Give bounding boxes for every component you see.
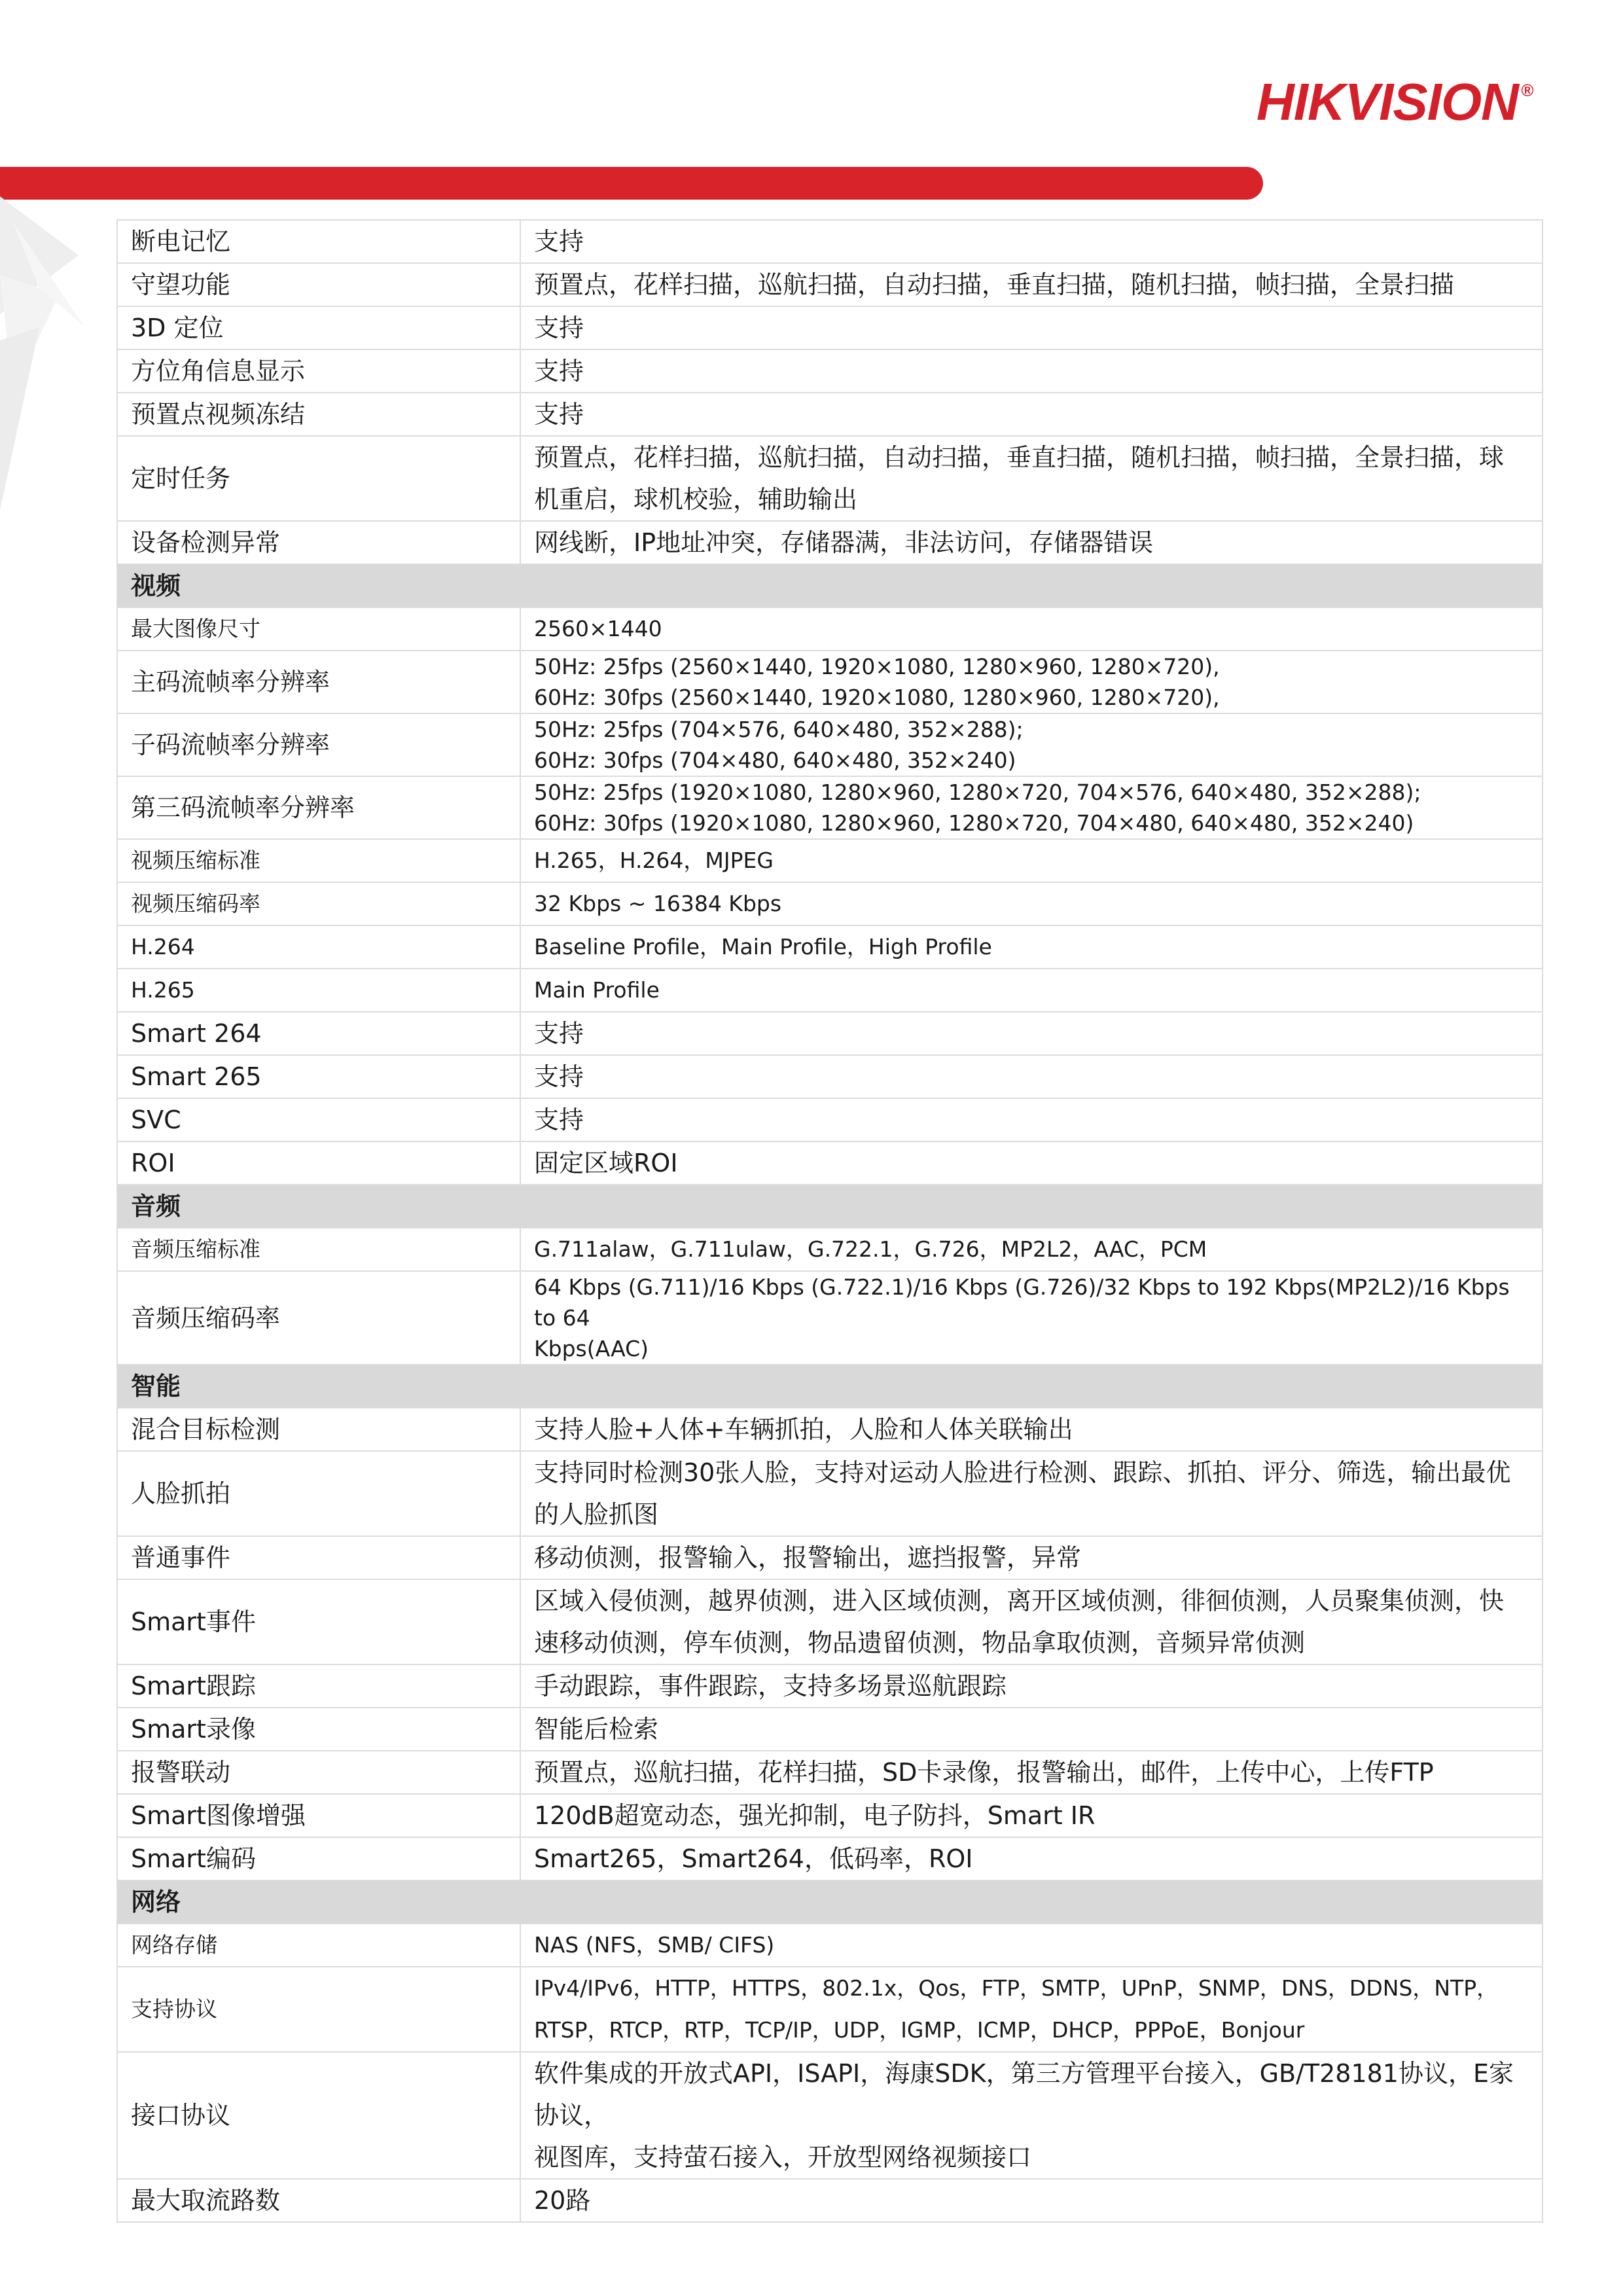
spec-value: 32 Kbps ~ 16384 Kbps [520, 882, 1543, 925]
spec-key: H.264 [117, 925, 520, 969]
spec-row [117, 220, 1543, 263]
spec-value: 移动侦测，报警输入，报警输出，遮挡报警，异常 [520, 1536, 1543, 1579]
spec-value: 固定区域ROI [520, 1141, 1543, 1185]
spec-value: 支持 [520, 1055, 1543, 1098]
spec-row [117, 436, 1543, 521]
spec-value: H.265，H.264，MJPEG [520, 839, 1543, 882]
decorative-triangles-icon [0, 196, 92, 537]
spec-key: 人脸抓拍 [117, 1451, 520, 1536]
spec-value: 支持 [520, 393, 1543, 436]
spec-value [520, 651, 1543, 713]
spec-key: 子码流帧率分辨率 [117, 713, 520, 776]
spec-row [117, 1924, 1543, 1967]
spec-key: 第三码流帧率分辨率 [117, 776, 520, 839]
spec-row [117, 839, 1543, 882]
spec-value: 支持人脸+人体+车辆抓拍，人脸和人体关联输出 [520, 1408, 1543, 1451]
spec-value: 支持 [520, 1012, 1543, 1055]
spec-row [117, 651, 1543, 713]
spec-row [117, 1751, 1543, 1794]
spec-value [520, 1967, 1543, 2052]
spec-key: Smart事件 [117, 1579, 520, 1664]
spec-value: 预置点，花样扫描，巡航扫描，自动扫描，垂直扫描，随机扫描，帧扫描，全景扫描 [520, 263, 1543, 306]
spec-value-line: 预置点，花样扫描，巡航扫描，自动扫描，垂直扫描，随机扫描，帧扫描，全景扫描，球 [534, 443, 1505, 472]
spec-key: SVC [117, 1098, 520, 1141]
spec-key: 最大取流路数 [117, 2179, 520, 2222]
spec-row [117, 1055, 1543, 1098]
spec-row [117, 1408, 1543, 1451]
spec-key: 支持协议 [117, 1967, 520, 2052]
spec-value: NAS (NFS，SMB/ CIFS) [520, 1924, 1543, 1967]
spec-key: 报警联动 [117, 1751, 520, 1794]
spec-value: 20路 [520, 2179, 1543, 2222]
spec-key: Smart 265 [117, 1055, 520, 1098]
spec-value-line: 支持同时检测30张人脸，支持对运动人脸进行检测、跟踪、抓拍、评分、筛选，输出最优 [534, 1458, 1511, 1487]
spec-value-line: 机重启，球机校验，辅助输出 [534, 485, 858, 514]
spec-row [117, 925, 1543, 969]
spec-key: 普通事件 [117, 1536, 520, 1579]
spec-key: 音频压缩码率 [117, 1271, 520, 1365]
spec-value-line: 软件集成的开放式API，ISAPI，海康SDK，第三方管理平台接入，GB/T28181协议，E家协议， [534, 2059, 1514, 2130]
spec-value: 120dB超宽动态，强光抑制，电子防抖，Smart IR [520, 1794, 1543, 1837]
spec-value: 预置点，巡航扫描，花样扫描，SD卡录像，报警输出，邮件，上传中心，上传FTP [520, 1751, 1543, 1794]
spec-value: Baseline Profile，Main Profile，High Profile [520, 925, 1543, 969]
spec-row [117, 306, 1543, 350]
spec-value: 网线断，IP地址冲突，存储器满，非法访问，存储器错误 [520, 521, 1543, 564]
section-header-row [117, 564, 1543, 607]
spec-value-line: 60Hz: 30fps (2560×1440, 1920×1080, 1280×960, 1280×720), [534, 685, 1220, 710]
hikvision-logo [1257, 69, 1558, 135]
spec-value-line: 50Hz: 25fps (1920×1080, 1280×960, 1280×720, 704×576, 640×480, 352×288); [534, 780, 1421, 805]
section-title: 视频 [117, 564, 1543, 607]
spec-row [117, 1794, 1543, 1837]
spec-row [117, 1967, 1543, 2052]
spec-value [520, 1451, 1543, 1536]
spec-value-line: 60Hz: 30fps (704×480, 640×480, 352×240) [534, 747, 1016, 773]
spec-row [117, 1098, 1543, 1141]
section-header-row [117, 1185, 1543, 1228]
spec-key: 视频压缩码率 [117, 882, 520, 925]
spec-row [117, 521, 1543, 564]
registered-mark: ® [1520, 81, 1533, 100]
spec-value [520, 713, 1543, 776]
spec-value: 支持 [520, 350, 1543, 393]
spec-key: 视频压缩标准 [117, 839, 520, 882]
spec-key: Smart跟踪 [117, 1664, 520, 1708]
spec-row [117, 1664, 1543, 1708]
spec-value-line: Kbps(AAC) [534, 1336, 649, 1361]
spec-row [117, 2052, 1543, 2179]
spec-row [117, 2179, 1543, 2222]
spec-row [117, 1228, 1543, 1271]
spec-row [117, 350, 1543, 393]
spec-value-line: 视图库，支持萤石接入，开放型网络视频接口 [534, 2143, 1032, 2172]
spec-key: 混合目标检测 [117, 1408, 520, 1451]
spec-key: 音频压缩标准 [117, 1228, 520, 1271]
spec-value-line: 50Hz: 25fps (704×576, 640×480, 352×288); [534, 717, 1024, 742]
spec-key: H.265 [117, 969, 520, 1012]
section-title: 智能 [117, 1365, 1543, 1408]
spec-value-line: 64 Kbps (G.711)/16 Kbps (G.722.1)/16 Kbps (G.726)/32 Kbps to 192 Kbps(MP2L2)/16 Kbps to 64 [534, 1274, 1510, 1331]
spec-value-line: 50Hz: 25fps (2560×1440, 1920×1080, 1280×960, 1280×720), [534, 654, 1220, 679]
section-header-row [117, 1880, 1543, 1924]
spec-row [117, 713, 1543, 776]
spec-row [117, 882, 1543, 925]
logo-text: HIKVISION [1257, 73, 1518, 131]
spec-value-line: IPv4/IPv6，HTTP，HTTPS，802.1x，Qos，FTP，SMTP，UPnP，SNMP，DNS，DDNS，NTP， [534, 1975, 1499, 2001]
spec-key: 3D 定位 [117, 306, 520, 350]
spec-key: 接口协议 [117, 2052, 520, 2179]
spec-value: Smart265，Smart264，低码率，ROI [520, 1837, 1543, 1880]
spec-value: 支持 [520, 306, 1543, 350]
spec-value-line: RTSP，RTCP，RTP，TCP/IP，UDP，IGMP，ICMP，DHCP，PPPoE，Bonjour [534, 2017, 1305, 2043]
spec-row [117, 393, 1543, 436]
spec-value: 智能后检索 [520, 1708, 1543, 1751]
spec-value-line: 60Hz: 30fps (1920×1080, 1280×960, 1280×720, 704×480, 640×480, 352×240) [534, 810, 1414, 836]
section-title: 网络 [117, 1880, 1543, 1924]
spec-row [117, 607, 1543, 651]
spec-key: Smart图像增强 [117, 1794, 520, 1837]
spec-row [117, 1271, 1543, 1365]
spec-value [520, 776, 1543, 839]
spec-table [116, 219, 1543, 2223]
spec-key: 设备检测异常 [117, 521, 520, 564]
spec-row [117, 1579, 1543, 1664]
header-red-bar [0, 167, 1263, 200]
spec-key: 最大图像尺寸 [117, 607, 520, 651]
spec-value-line: 区域入侵侦测，越界侦测，进入区域侦测，离开区域侦测，徘徊侦测，人员聚集侦测，快 [534, 1587, 1505, 1615]
spec-key: Smart编码 [117, 1837, 520, 1880]
spec-key: Smart 264 [117, 1012, 520, 1055]
spec-value [520, 2052, 1543, 2179]
spec-key: 网络存储 [117, 1924, 520, 1967]
spec-value [520, 1579, 1543, 1664]
spec-key: ROI [117, 1141, 520, 1185]
spec-value [520, 1271, 1543, 1365]
section-title: 音频 [117, 1185, 1543, 1228]
spec-value-line: 的人脸抓图 [534, 1500, 659, 1529]
spec-key: 预置点视频冻结 [117, 393, 520, 436]
spec-row [117, 1536, 1543, 1579]
spec-value: G.711alaw，G.711ulaw，G.722.1，G.726，MP2L2，AAC，PCM [520, 1228, 1543, 1271]
spec-row [117, 1141, 1543, 1185]
spec-row [117, 776, 1543, 839]
spec-key: 方位角信息显示 [117, 350, 520, 393]
spec-key: Smart录像 [117, 1708, 520, 1751]
spec-row [117, 1837, 1543, 1880]
spec-value [520, 436, 1543, 521]
spec-value: 2560×1440 [520, 607, 1543, 651]
spec-value: 手动跟踪，事件跟踪，支持多场景巡航跟踪 [520, 1664, 1543, 1708]
spec-key: 主码流帧率分辨率 [117, 651, 520, 713]
spec-key: 守望功能 [117, 263, 520, 306]
spec-row [117, 1012, 1543, 1055]
spec-key: 断电记忆 [117, 220, 520, 263]
spec-value: 支持 [520, 220, 1543, 263]
spec-value: Main Profile [520, 969, 1543, 1012]
spec-key: 定时任务 [117, 436, 520, 521]
spec-value-line: 速移动侦测，停车侦测，物品遗留侦测，物品拿取侦测，音频异常侦测 [534, 1628, 1306, 1657]
spec-row [117, 1708, 1543, 1751]
section-header-row [117, 1365, 1543, 1408]
spec-value: 支持 [520, 1098, 1543, 1141]
spec-row [117, 969, 1543, 1012]
spec-row [117, 263, 1543, 306]
spec-row [117, 1451, 1543, 1536]
